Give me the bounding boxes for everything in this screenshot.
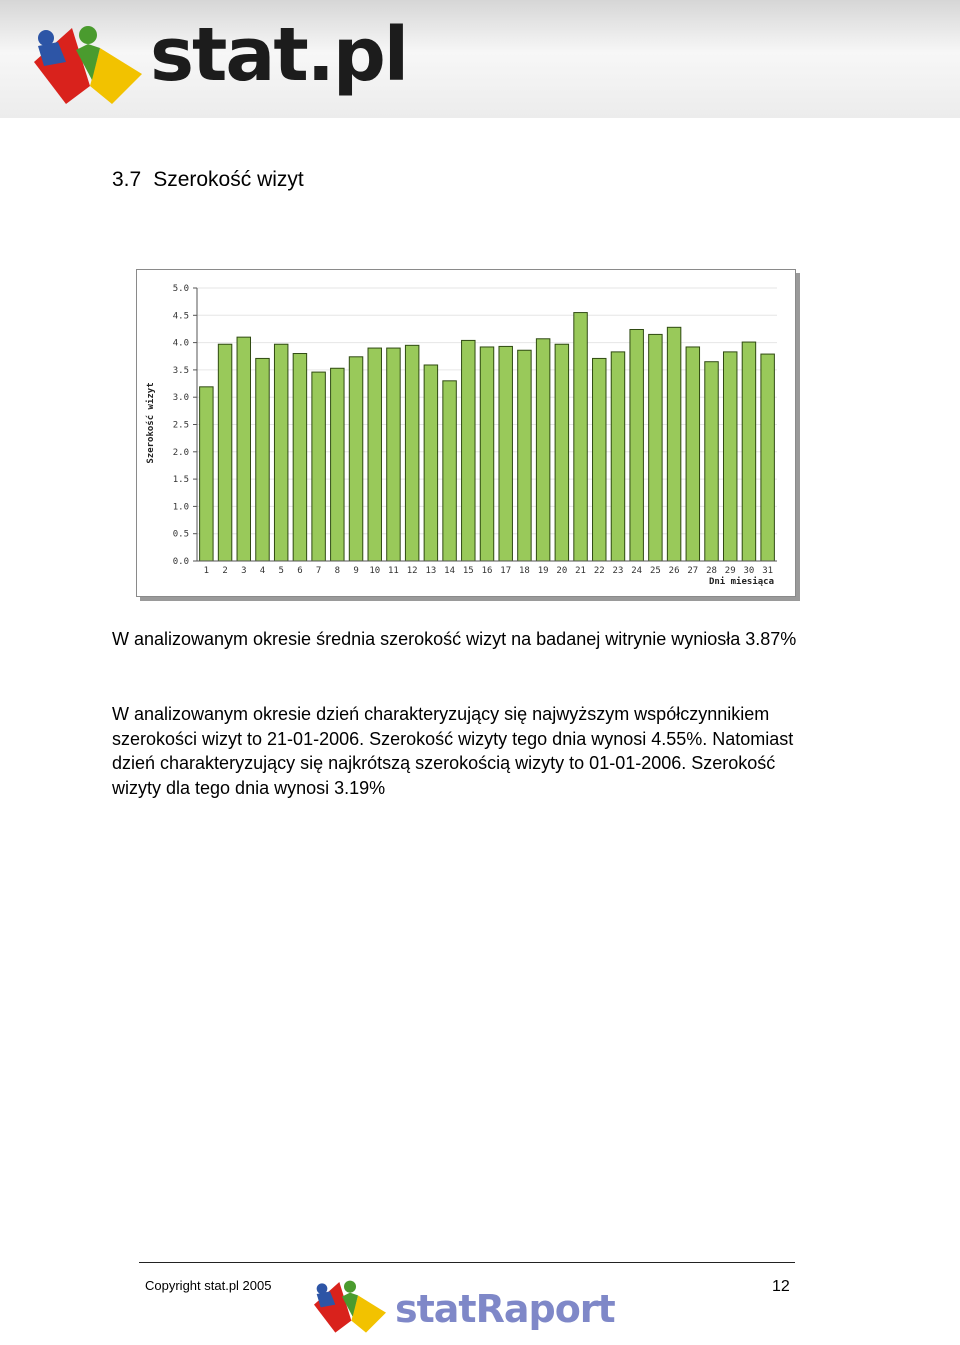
bar — [331, 368, 344, 561]
x-tick-label: 16 — [481, 566, 493, 576]
bar — [574, 313, 587, 561]
x-tick-label: 5 — [278, 566, 284, 576]
section-heading — [112, 168, 304, 192]
x-tick-label: 26 — [668, 566, 680, 576]
bar — [293, 354, 306, 561]
x-tick-label: 6 — [297, 566, 303, 576]
bar — [462, 340, 475, 561]
x-tick-label: 19 — [537, 566, 549, 576]
paragraph-extremes: W analizowanym okresie dzień charakteryzujący się najwyższym współczynnikiem szerokości wizyt to 21-01-2006. Szerokość wizyty tego dnia wynosi 4.55%. Natomiast dzień charakteryzujący się najkrótszą szerokością wizyty to 01-01-2006. Szerokość wizyty dla tego dnia wynosi 3.19% — [112, 704, 794, 799]
x-tick-label: 31 — [762, 566, 774, 576]
x-tick-label: 14 — [444, 566, 456, 576]
bar — [256, 358, 269, 561]
y-tick-label: 2.0 — [172, 447, 189, 458]
bar — [424, 365, 437, 561]
bar — [387, 348, 400, 561]
x-axis-label: Dni miesiąca — [708, 577, 774, 587]
bar — [611, 352, 624, 561]
section-number: 3.7 — [112, 168, 142, 191]
bar — [761, 354, 774, 561]
copyright-text: Copyright stat.pl 2005 — [145, 1278, 272, 1293]
x-tick-label: 4 — [259, 566, 266, 576]
bar — [555, 344, 568, 561]
x-tick-label: 20 — [556, 566, 568, 576]
x-tick-label: 11 — [388, 566, 399, 576]
bar — [649, 334, 662, 561]
x-tick-label: 21 — [575, 566, 586, 576]
stat-pl-logo-text: stat.pl — [150, 12, 408, 98]
x-tick-label: 28 — [706, 566, 717, 576]
x-tick-label: 9 — [353, 566, 359, 576]
bar — [686, 347, 699, 561]
bar — [312, 372, 325, 561]
bar — [499, 346, 512, 561]
x-tick-label: 15 — [462, 566, 474, 576]
bar — [237, 337, 250, 561]
y-tick-label: 5.0 — [172, 284, 189, 294]
x-tick-label: 29 — [724, 566, 736, 576]
bar — [742, 342, 755, 561]
bar — [723, 352, 736, 561]
x-tick-label: 24 — [631, 566, 643, 576]
x-tick-label: 3 — [241, 566, 247, 576]
chart-canvas — [137, 270, 795, 596]
y-tick-label: 4.5 — [172, 311, 189, 322]
y-axis-label: Szerokość wizyt — [146, 382, 156, 464]
y-tick-label: 3.5 — [172, 365, 189, 376]
y-tick-label: 2.5 — [172, 420, 189, 431]
section-title: Szerokość wizyt — [153, 168, 304, 191]
x-tick-label: 7 — [315, 566, 322, 576]
statraport-logo-icon — [310, 1276, 390, 1336]
y-tick-label: 1.0 — [172, 502, 189, 513]
x-tick-label: 10 — [369, 566, 381, 576]
bar-chart — [136, 269, 796, 597]
paragraph-average: W analizowanym okresie średnia szerokość wizyt na badanej witrynie wyniosła 3.87% — [112, 629, 797, 649]
bar — [705, 362, 718, 561]
bars — [200, 313, 775, 561]
x-tick-label: 18 — [518, 566, 530, 576]
x-tick-label: 13 — [425, 566, 437, 576]
bar — [518, 350, 531, 561]
bar — [480, 347, 493, 561]
footer-divider — [139, 1262, 795, 1263]
x-tick-label: 27 — [687, 566, 699, 576]
x-tick-label: 30 — [743, 566, 755, 576]
x-tick-label: 17 — [500, 566, 512, 576]
header-band — [0, 0, 960, 118]
bar — [443, 381, 456, 561]
bar — [630, 329, 643, 561]
bar — [405, 345, 418, 561]
x-tick-label: 25 — [649, 566, 661, 576]
x-tick-label: 22 — [593, 566, 605, 576]
bar — [274, 344, 287, 561]
y-tick-label: 3.0 — [172, 393, 189, 404]
bar — [368, 348, 381, 561]
x-tick-label: 12 — [406, 566, 418, 576]
x-tick-label: 1 — [203, 566, 210, 576]
y-tick-label: 0.5 — [172, 529, 189, 540]
bar — [667, 327, 680, 561]
stat-pl-logo-icon — [28, 22, 148, 106]
bar — [218, 344, 231, 561]
bar — [349, 357, 362, 561]
statraport-logo-text: statRaport — [395, 1287, 615, 1331]
page-number: 12 — [772, 1278, 790, 1295]
x-tick-label: 8 — [334, 566, 341, 576]
bar — [200, 387, 213, 561]
x-tick-label: 2 — [222, 566, 228, 576]
x-tick-label: 23 — [612, 566, 624, 576]
bar — [593, 358, 606, 561]
y-tick-label: 4.0 — [172, 338, 189, 349]
y-tick-label: 0.0 — [172, 557, 189, 567]
y-tick-label: 1.5 — [172, 475, 189, 486]
bar — [536, 339, 549, 561]
